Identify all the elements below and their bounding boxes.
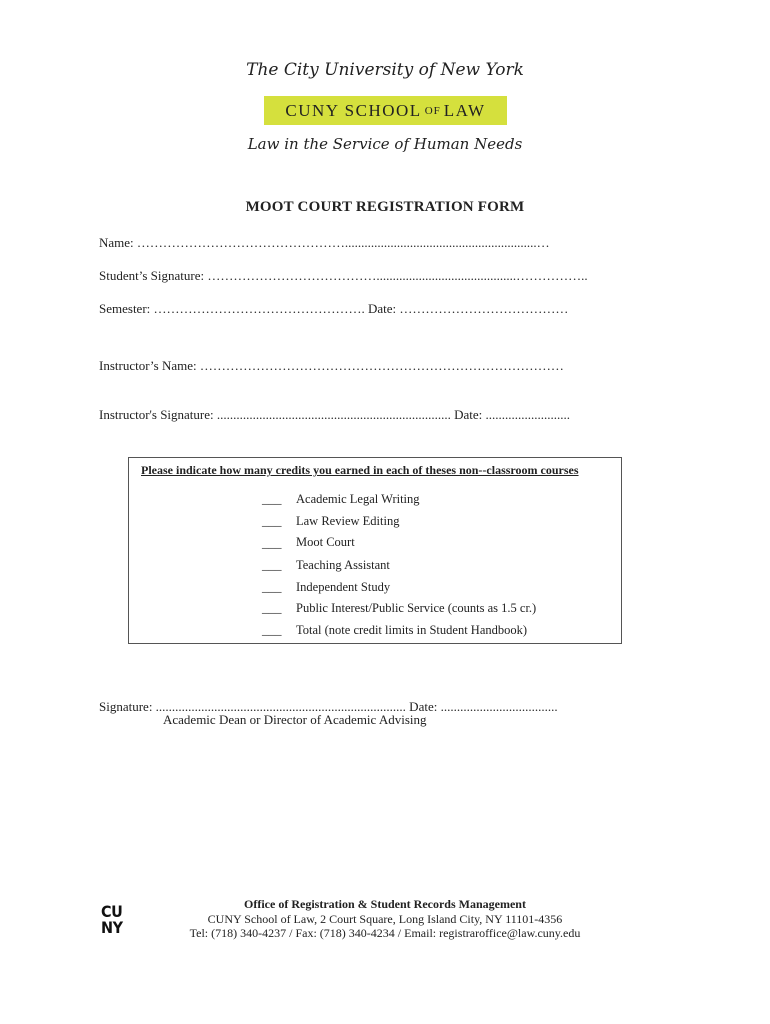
office-name: Office of Registration & Student Records Management [244, 897, 526, 911]
credits-box-heading: Please indicate how many credits you earned in each of theses non--classroom courses [141, 463, 579, 477]
credit-item-label: Academic Legal Writing [296, 492, 420, 506]
credit-blank[interactable]: ___ [262, 622, 282, 637]
school-name-of: OF [424, 104, 441, 117]
credit-blank[interactable]: ___ [262, 600, 282, 615]
instructor-signature-line[interactable]: Instructor's Signature: ........................................................................ Date: .......................... [99, 407, 571, 422]
student-signature-line[interactable]: Student’s Signature: …………………………………...........................................…………….. [99, 268, 588, 283]
instructor-name-line[interactable]: Instructor’s Name: ………………………………………………………………………… [99, 358, 564, 373]
credit-item-label: Total (note credit limits in Student Handbook) [296, 623, 528, 637]
credit-item-label: Public Interest/Public Service (counts as 1.5 cr.) [296, 601, 537, 615]
credit-blank[interactable]: ___ [262, 579, 282, 594]
credit-blank[interactable]: ___ [262, 535, 282, 550]
office-contact[interactable]: Tel: (718) 340-4237 / Fax: (718) 340-4234 / Email: registraroffice@law.cuny.edu [189, 926, 581, 940]
credit-blank[interactable]: ___ [262, 491, 282, 506]
dean-signature-caption: Academic Dean or Director of Academic Advising [163, 712, 427, 727]
cuny-logo-bottom: NY [101, 918, 123, 937]
semester-date-line[interactable]: Semester: …………………………………………. Date: ………………………………… [99, 301, 569, 316]
credit-item-label: Independent Study [296, 580, 391, 594]
credit-blank[interactable]: ___ [262, 557, 282, 572]
credit-item-label: Law Review Editing [296, 514, 400, 528]
university-name: The City University of New York [246, 60, 524, 80]
school-banner [264, 96, 507, 125]
dean-signature-line[interactable]: Signature: ............................................................................. Date: .................................... [99, 699, 558, 714]
school-tagline: Law in the Service of Human Needs [247, 135, 523, 153]
school-name-left: CUNY SCHOOL [285, 100, 422, 120]
school-name-right: LAW [443, 100, 486, 120]
credit-blank[interactable]: ___ [262, 513, 282, 528]
office-address: CUNY School of Law, 2 Court Square, Long Island City, NY 11101-4356 [207, 912, 563, 926]
form-title: MOOT COURT REGISTRATION FORM [245, 199, 525, 215]
cuny-logo-top: CU [101, 902, 123, 921]
name-field-line[interactable]: Name: …………………………………………...........................................................… [99, 235, 550, 250]
credit-item-label: Moot Court [296, 535, 355, 549]
credit-item-label: Teaching Assistant [296, 558, 390, 572]
